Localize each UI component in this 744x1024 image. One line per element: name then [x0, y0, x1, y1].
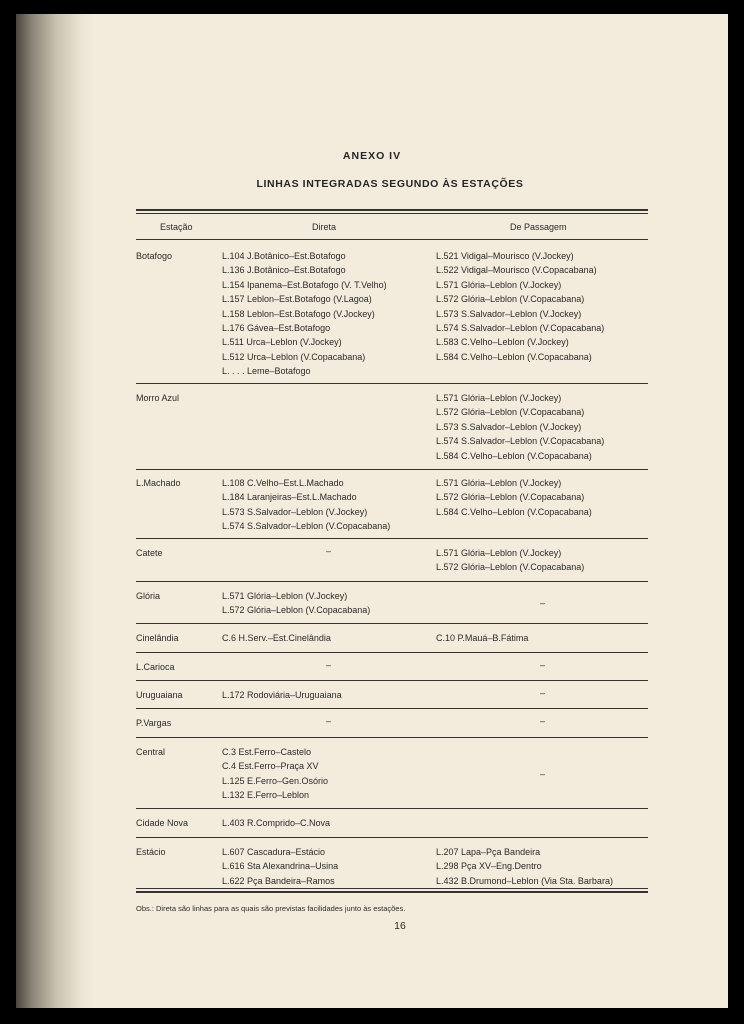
- passing-line-list: [436, 631, 528, 645]
- passing-line-dash: –: [540, 716, 546, 726]
- passing-line-list: [436, 546, 584, 575]
- passing-line-entry: L.522 Vidigal–Mourisco (V.Copacabana): [436, 265, 597, 276]
- station-name: Central: [136, 747, 166, 757]
- row-separator: [136, 652, 648, 653]
- direct-line-entry: L.125 E.Ferro–Gen.Osório: [222, 775, 329, 786]
- direct-line-entry: L.136 J.Botânico–Est.Botafogo: [222, 265, 346, 276]
- row-separator: [136, 581, 648, 582]
- passing-line-list: [436, 845, 613, 888]
- station-name: Botafogo: [136, 251, 173, 261]
- row-separator: [136, 538, 648, 539]
- row-separator: [136, 708, 648, 709]
- direct-line-entry: L.403 R.Comprido–C.Nova: [222, 818, 331, 828]
- direct-line-entry: L.616 Sta Alexandrina–Usina: [222, 861, 339, 872]
- direct-line-entry: L.622 Pça Bandeira–Ramos: [222, 875, 335, 886]
- direct-line-list: [222, 476, 390, 534]
- annex-title: ANEXO IV: [342, 150, 402, 162]
- binding-shadow: [16, 14, 96, 1008]
- direct-line-entry: L.108 C.Velho–Est.L.Machado: [222, 478, 344, 488]
- passing-line-entry: L.432 B.Drumond–Leblon (Via Sta. Barbara): [436, 875, 613, 886]
- passing-line-entry: L.571 Glória–Leblon (V.Jockey): [436, 393, 562, 403]
- observation-note: Obs.: Direta são linhas para as quais são previstas facilidades junto às estações.: [136, 904, 406, 913]
- direct-line-entry: C.4 Est.Ferro–Praça XV: [222, 761, 319, 772]
- passing-line-entry: L.584 C.Velho–Leblon (V.Copacabana): [436, 506, 592, 517]
- direct-line-dash: –: [326, 660, 332, 670]
- row-separator: [136, 383, 648, 384]
- direct-line-list: [222, 688, 342, 702]
- station-name: Morro Azul: [136, 393, 180, 403]
- direct-line-list: [222, 589, 370, 618]
- direct-line-entry: L.607 Cascadura–Estácio: [222, 847, 326, 857]
- direct-line-entry: C.3 Est.Ferro–Castelo: [222, 747, 312, 757]
- station-name: P.Vargas: [136, 718, 172, 728]
- top-rule-thin: [136, 213, 648, 214]
- station-name: Cidade Nova: [136, 818, 189, 828]
- station-name: Cinelândia: [136, 633, 179, 643]
- passing-line-entry: L.574 S.Salvador–Leblon (V.Copacabana): [436, 436, 605, 447]
- passing-line-entry: L.572 Glória–Leblon (V.Copacabana): [436, 294, 585, 305]
- header-passing: De Passagem: [510, 222, 567, 232]
- direct-line-entry: L.104 J.Botânico–Est.Botafogo: [222, 251, 346, 261]
- direct-line-list: [222, 816, 330, 830]
- direct-line-entry: L.184 Laranjeiras–Est.L.Machado: [222, 492, 357, 503]
- direct-line-dash: –: [326, 716, 332, 726]
- direct-line-entry: L.573 S.Salvador–Leblon (V.Jockey): [222, 506, 368, 517]
- header-rule: [136, 239, 648, 240]
- top-rule: [136, 209, 648, 211]
- row-separator: [136, 737, 648, 738]
- direct-line-entry: L.158 Leblon–Est.Botafogo (V.Jockey): [222, 308, 375, 319]
- direct-line-list: [222, 249, 387, 379]
- direct-line-entry: C.6 H.Serv.–Est.Cinelândia: [222, 633, 331, 643]
- direct-line-list: [222, 631, 331, 645]
- direct-line-entry: L.154 Ipanema–Est.Botafogo (V. T.Velho): [222, 279, 387, 290]
- passing-line-dash: –: [540, 769, 546, 779]
- passing-line-entry: L.521 Vidigal–Mourisco (V.Jockey): [436, 251, 574, 261]
- passing-line-entry: L.573 S.Salvador–Leblon (V.Jockey): [436, 421, 582, 432]
- passing-line-entry: L.572 Glória–Leblon (V.Copacabana): [436, 407, 585, 418]
- passing-line-entry: L.571 Glória–Leblon (V.Jockey): [436, 478, 562, 488]
- row-separator: [136, 808, 648, 809]
- passing-line-entry: L.583 C.Velho–Leblon (V.Jockey): [436, 337, 569, 348]
- direct-line-entry: L.512 Urca–Leblon (V.Copacabana): [222, 351, 366, 362]
- bottom-rule: [136, 888, 648, 889]
- direct-line-entry: L.132 E.Ferro–Leblon: [222, 790, 310, 801]
- passing-line-entry: L.572 Glória–Leblon (V.Copacabana): [436, 562, 585, 573]
- row-separator: [136, 469, 648, 470]
- passing-line-entry: L.573 S.Salvador–Leblon (V.Jockey): [436, 308, 582, 319]
- direct-line-entry: L.157 Leblon–Est.Botafogo (V.Lagoa): [222, 294, 372, 305]
- passing-line-entry: L.584 C.Velho–Leblon (V.Copacabana): [436, 351, 592, 362]
- passing-line-list: [436, 249, 604, 364]
- station-name: L.Carioca: [136, 662, 175, 672]
- station-name: Catete: [136, 548, 163, 558]
- passing-line-entry: L.572 Glória–Leblon (V.Copacabana): [436, 492, 585, 503]
- row-separator: [136, 623, 648, 624]
- passing-line-entry: L.207 Lapa–Pça Bandeira: [436, 847, 541, 857]
- passing-line-list: [436, 391, 604, 463]
- row-separator: [136, 680, 648, 681]
- page-number: 16: [394, 920, 406, 932]
- station-name: Glória: [136, 591, 161, 601]
- passing-line-dash: –: [540, 660, 546, 670]
- direct-line-entry: L.571 Glória–Leblon (V.Jockey): [222, 591, 348, 601]
- direct-line-entry: L.176 Gávea–Est.Botafogo: [222, 322, 331, 333]
- row-separator: [136, 837, 648, 838]
- passing-line-entry: L.571 Glória–Leblon (V.Jockey): [436, 548, 562, 558]
- direct-line-dash: –: [326, 546, 332, 556]
- direct-line-entry: L.574 S.Salvador–Leblon (V.Copacabana): [222, 521, 391, 532]
- header-direct: Direta: [312, 222, 337, 232]
- passing-line-entry: L.584 C.Velho–Leblon (V.Copacabana): [436, 450, 592, 461]
- passing-line-entry: L.298 Pça XV–Eng.Dentro: [436, 861, 542, 872]
- station-name: Estácio: [136, 847, 166, 857]
- direct-line-entry: L.572 Glória–Leblon (V.Copacabana): [222, 605, 371, 616]
- station-name: L.Machado: [136, 478, 181, 488]
- direct-line-entry: L. . . . Leme–Botafogo: [222, 366, 311, 377]
- bottom-rule-thick: [136, 891, 648, 893]
- station-name: Uruguaiana: [136, 690, 183, 700]
- direct-line-list: [222, 845, 338, 888]
- direct-line-entry: L.511 Urca–Leblon (V.Jockey): [222, 337, 342, 348]
- passing-line-dash: –: [540, 688, 546, 698]
- passing-line-entry: C.10 P.Mauá–B.Fátima: [436, 633, 529, 643]
- direct-line-entry: L.172 Rodoviária–Uruguaiana: [222, 690, 342, 700]
- header-station: Estação: [160, 222, 193, 232]
- passing-line-list: [436, 476, 592, 519]
- passing-line-entry: L.571 Glória–Leblon (V.Jockey): [436, 279, 562, 290]
- passing-line-dash: –: [540, 598, 546, 608]
- passing-line-entry: L.574 S.Salvador–Leblon (V.Copacabana): [436, 322, 605, 333]
- direct-line-list: [222, 745, 328, 803]
- table-subtitle: LINHAS INTEGRADAS SEGUNDO ÀS ESTAÇÕES: [256, 178, 524, 190]
